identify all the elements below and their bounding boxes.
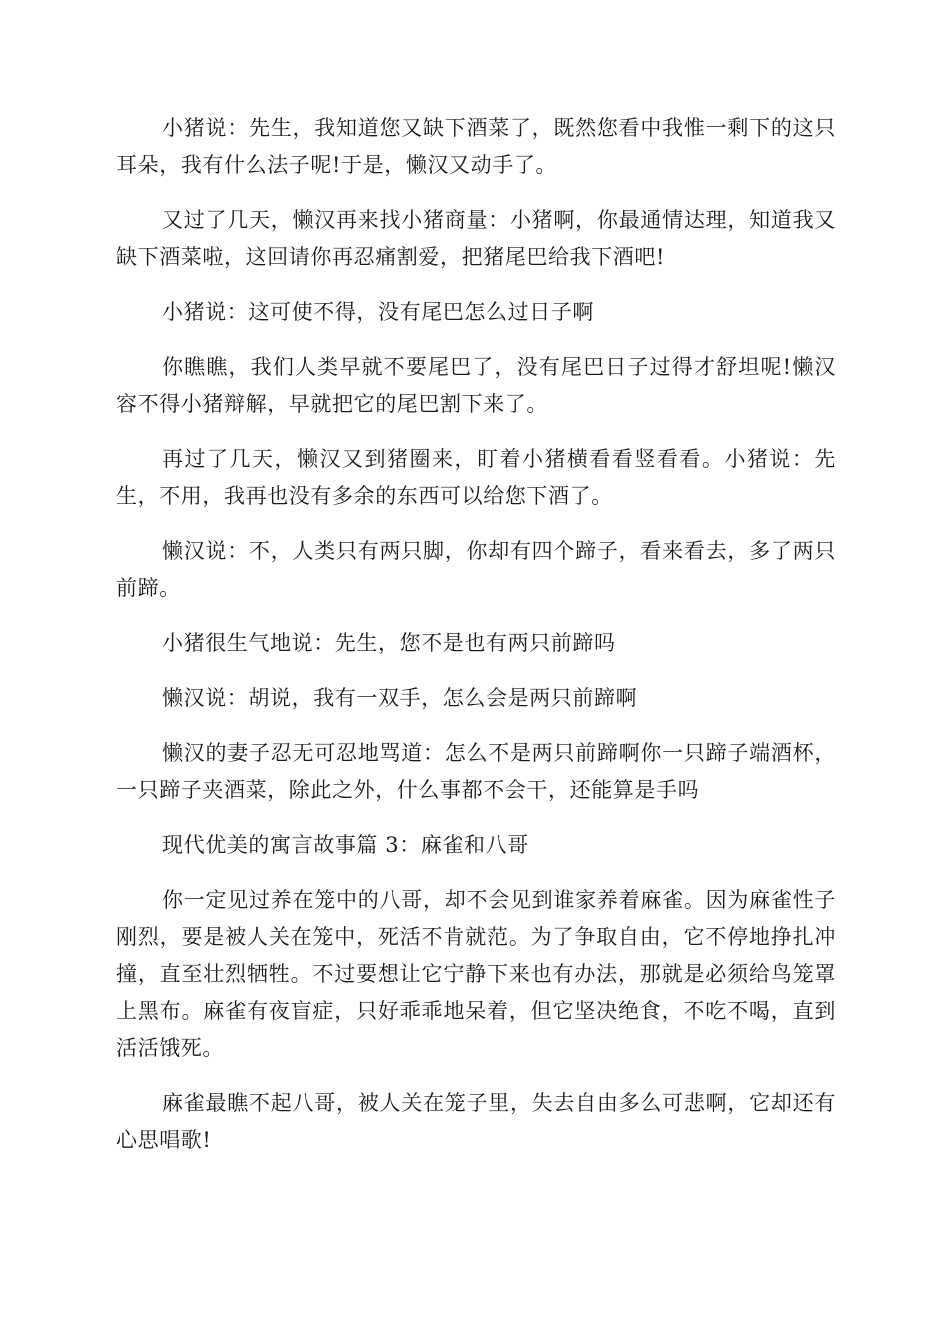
paragraph: 懒汉说：胡说，我有一双手，怎么会是两只前蹄啊: [162, 686, 638, 710]
section-heading: 现代优美的寓言故事篇 3：麻雀和八哥: [162, 833, 529, 857]
paragraph: 小猪说：这可使不得，没有尾巴怎么过日子啊: [162, 300, 594, 324]
paragraph: 再过了几天，懒汉又到猪圈来，盯着小猪横看看竖看看。小猪说：先生，不用，我再也没有多余的东西可以给您下酒了。: [116, 447, 836, 508]
paragraph: 小猪说：先生，我知道您又缺下酒菜了，既然您看中我惟一剩下的这只耳朵，我有什么法子呢!于是，懒汉又动手了。: [116, 116, 836, 177]
document-body: [116, 110, 836, 1177]
paragraph: 又过了几天，懒汉再来找小猪商量：小猪啊，你最通情达理，知道我又缺下酒菜啦，这回请你再忍痛割爱，把猪尾巴给我下酒吧!: [116, 208, 836, 269]
paragraph: 小猪很生气地说：先生，您不是也有两只前蹄吗: [162, 631, 616, 655]
paragraph: 你瞧瞧，我们人类早就不要尾巴了，没有尾巴日子过得才舒坦呢!懒汉容不得小猪辩解，早就把它的尾巴割下来了。: [116, 355, 836, 416]
paragraph: 懒汉的妻子忍无可忍地骂道：怎么不是两只前蹄啊你一只蹄子端酒杯，一只蹄子夹酒菜，除此之外，什么事都不会干，还能算是手吗: [116, 741, 836, 802]
paragraph: 懒汉说：不，人类只有两只脚，你却有四个蹄子，看来看去，多了两只前蹄。: [116, 539, 836, 600]
paragraph: 麻雀最瞧不起八哥，被人关在笼子里，失去自由多么可悲啊，它却还有心思唱歌!: [116, 1091, 836, 1152]
paragraph: 你一定见过养在笼中的八哥，却不会见到谁家养着麻雀。因为麻雀性子刚烈，要是被人关在笼中，死活不肯就范。为了争取自由，它不停地挣扎冲撞，直至壮烈牺牲。不过要想让它宁静下来也有办法，那就是必须给鸟笼罩上黑布。麻雀有夜盲症，只好乖乖地呆着，但它坚决绝食，不吃不喝，直到活活饿死。: [116, 888, 836, 1060]
